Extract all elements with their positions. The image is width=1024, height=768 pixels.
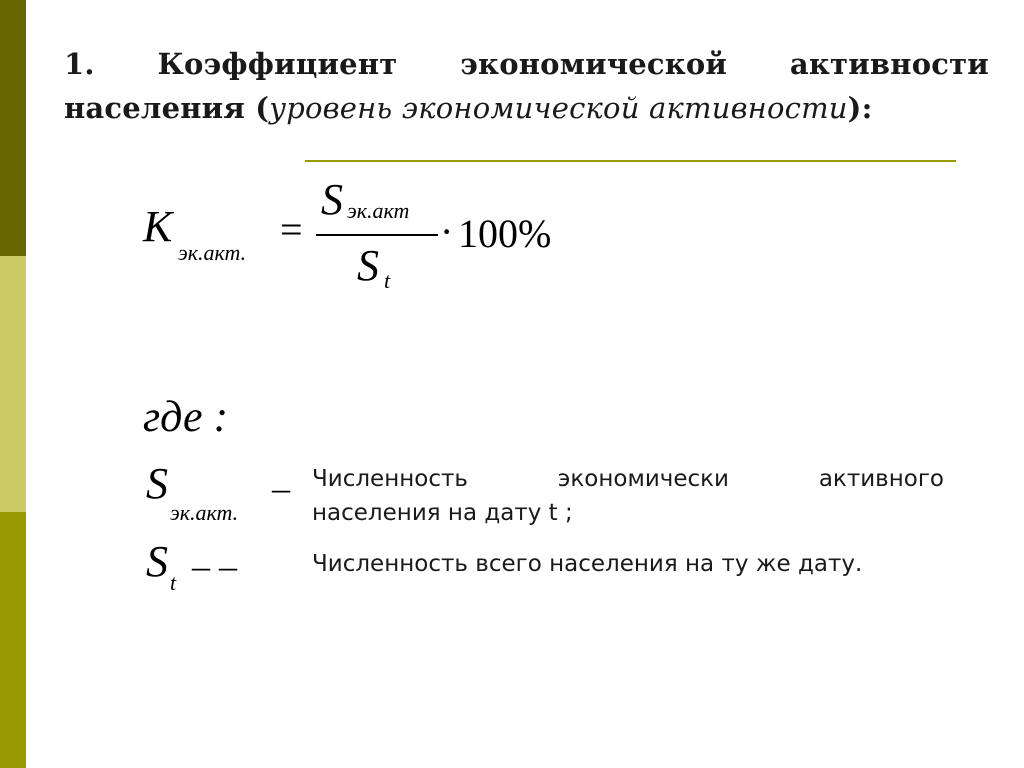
title-word: экономической xyxy=(460,47,728,81)
definition-2-text: Численность всего населения на ту же дату. xyxy=(312,551,863,577)
definition-2-symbol: S xyxy=(146,537,168,586)
title-line2-bold: населения ( xyxy=(64,91,270,125)
definition-1-subscript: эк.акт. xyxy=(170,500,239,525)
definition-1-word: активного xyxy=(818,466,944,492)
title-line2-italic: уровень экономической активности xyxy=(269,91,848,125)
title-line-2 xyxy=(64,86,989,130)
title-line-1 xyxy=(64,42,989,86)
definition-1-word: экономически xyxy=(557,466,730,492)
title-word: Коэффициент xyxy=(157,47,398,81)
definition-1-dash: – xyxy=(272,468,290,508)
formula-lhs-subscript: эк.акт. xyxy=(178,240,247,265)
title-word: активности xyxy=(789,47,989,81)
formula-equals: = xyxy=(280,207,303,252)
formula-denominator-subscript: t xyxy=(384,268,391,293)
formula-multiply-dot: · xyxy=(440,209,454,254)
definition-1-text-line-2: населения на дату t ; xyxy=(312,500,573,526)
title-line2-end: ): xyxy=(847,91,873,125)
where-label: где : xyxy=(143,392,229,441)
definition-1-word: Численность xyxy=(312,466,468,492)
fraction-bar xyxy=(316,234,438,236)
definition-1-text-line-1 xyxy=(312,462,944,496)
formula-lhs-symbol: К xyxy=(143,202,173,251)
sidebar-segment-bottom xyxy=(0,512,26,768)
sidebar-decoration xyxy=(0,0,26,768)
definition-1-symbol: S xyxy=(146,459,168,508)
formula-denominator-symbol: S xyxy=(357,241,379,290)
sidebar-segment-top xyxy=(0,0,26,256)
formula-numerator-symbol: S xyxy=(321,175,343,224)
sidebar-segment-middle xyxy=(0,256,26,512)
definition-2-subscript: t xyxy=(170,570,177,595)
definition-2-dash: – – xyxy=(192,546,237,586)
slide-title xyxy=(64,42,989,130)
title-divider xyxy=(305,160,956,162)
formula-numerator-subscript: эк.акт xyxy=(347,198,410,223)
title-number: 1. xyxy=(64,47,95,81)
formula-multiplier: 100% xyxy=(458,211,552,256)
